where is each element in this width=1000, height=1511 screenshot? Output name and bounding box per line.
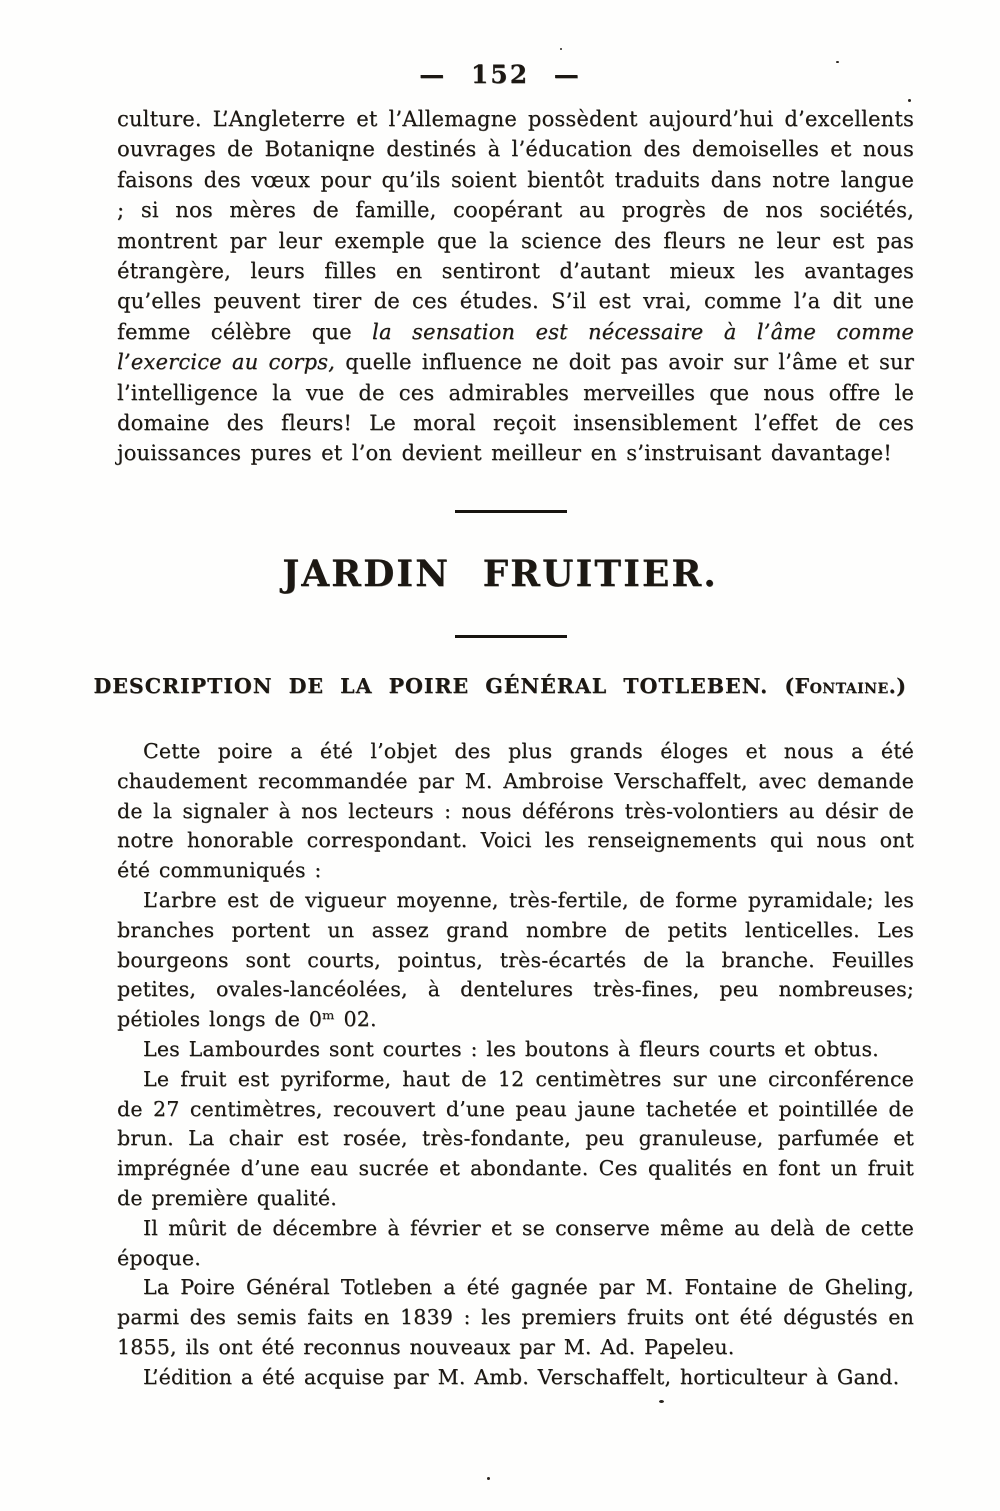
article-body <box>117 737 914 1393</box>
section-divider-top <box>455 510 567 513</box>
scan-speck <box>487 1477 490 1480</box>
article-title-text: DESCRIPTION DE LA POIRE GÉNÉRAL TOTLEBEN. <box>93 674 769 698</box>
section-title: JARDIN FRUITIER. <box>282 553 718 595</box>
intro-quote-italic: la sensation est nécessaire à l’âme comme l’exercice au corps, <box>117 319 915 375</box>
paragraph-origin: La Poire Général Totleben a été gagnée par M. Fontaine de Gheling, parmi des semis faits en 1839 : les premiers fruits ont été dégustés en 1855, ils ont été reconnus nouveaux par M. Ad. Papeleu. <box>117 1275 914 1359</box>
scan-speck <box>560 48 562 50</box>
paragraph-lambourdes: Les Lambourdes sont courtes : les boutons à fleurs courts et obtus. <box>143 1036 879 1061</box>
paragraph-edition: L’édition a été acquise par M. Amb. Verschaffelt, horticulteur à Gand. <box>143 1364 900 1389</box>
page-number: — 152 — <box>419 60 581 89</box>
paragraph-ripening: Il mûrit de décembre à février et se conserve même au delà de cette époque. <box>117 1215 914 1270</box>
article-attribution: (Fontaine.) <box>784 674 907 698</box>
section-divider-bottom <box>455 635 567 638</box>
paragraph-fruit-description: Le fruit est pyriforme, haut de 12 centimètres sur une circonférence de 27 centimètres, recouvert d’une peau jaune tachetée et pointillée de brun. La chair est rosée, très-fondante, peu granuleuse, parfumée et imprégnée d’une eau sucrée et abondante. Ces qualités en font un fruit de première qualité. <box>117 1066 914 1210</box>
article-title <box>0 674 1000 698</box>
paragraph-intro-recommendation: Cette poire a été l’objet des plus grands éloges et nous a été chaudement recommandée par M. Ambroise Verschaffelt, avec demande de la signaler à nos lecteurs : nous déférons très-volontiers au désir de notre honorable correspondant. Voici les renseignements qui nous ont été communiqués : <box>117 739 914 883</box>
intro-paragraph <box>117 104 914 469</box>
paragraph-tree-description: L’arbre est de vigueur moyenne, très-fertile, de forme pyramidale; les branches portent un assez grand nombre de petits lenticelles. Les bourgeons sont courts, pointus, très-écartés de la branche. Feuilles petites, ovales-lancéolées, à dentelures très-fines, peu nombreuses; pétioles longs de 0ᵐ 02. <box>117 887 914 1032</box>
intro-text-after-quote: quelle influence ne doit pas avoir sur l’âme et sur l’intelligence la vue de ces admirables merveilles que nous offre le domaine des fleurs! Le moral reçoit insensiblement l’effet de ces jouissances pures et l’on devient meilleur en s’instruisant davantage! <box>117 350 914 466</box>
scan-speck <box>836 61 839 63</box>
intro-text-before-quote: culture. L’Angleterre et l’Allemagne possèdent aujourd’hui d’excellents ouvrages de Botaniqne destinés à l’éducation des demoiselles et nous faisons des vœux pour qu’ils soient bientôt traduits dans notre langue ; si nos mères de famille, coopérant au progrès de nos sociétés, montrent par leur exemple que la science des fleurs ne leur est pas étrangère, leurs filles en sentiront d’autant mieux les avantages qu’elles peuvent tirer de ces études. S’il est vrai, comme l’a dit une femme célèbre que <box>117 107 914 344</box>
scan-speck <box>659 1400 664 1403</box>
scan-speck <box>908 99 911 102</box>
